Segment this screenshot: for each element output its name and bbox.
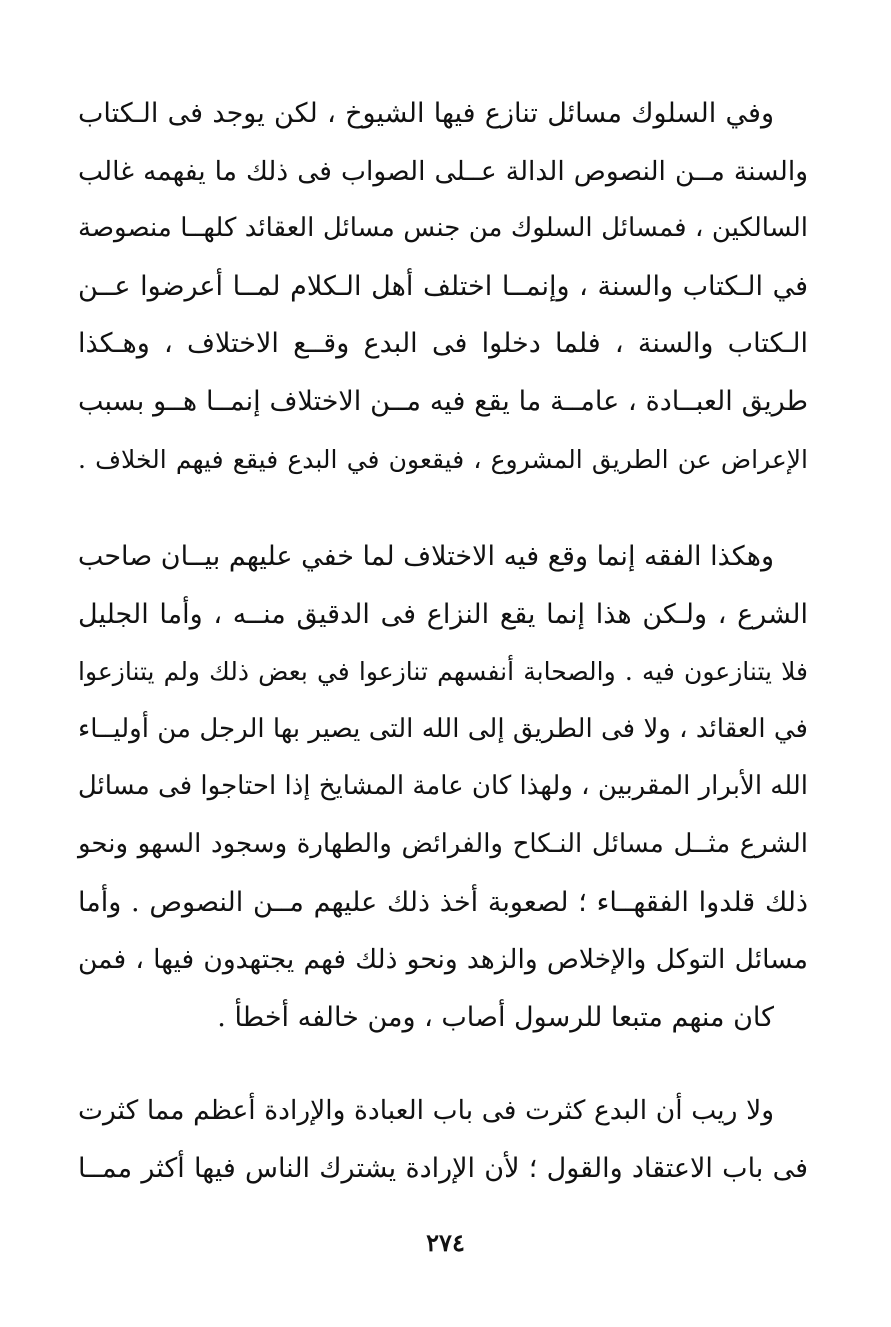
paragraph-3 — [78, 1082, 808, 1197]
paragraph-line: ذلك قلدوا الفقهــاء ؛ لصعوبة أخذ ذلك عليهم مــن النصوص . وأما — [78, 886, 808, 918]
paragraph-line: في الـكتاب والسنة ، وإنمــا اختلف أهل الـكلام لمــا أعرضوا عــن — [78, 270, 808, 302]
paragraph-line: فلا يتنازعون فيه . والصحابة أنفسهم تنازعوا في بعض ذلك ولم يتنازعوا — [78, 657, 808, 687]
paragraph-line: الله الأبرار المقربين ، ولهذا كان عامة المشايخ إذا احتاجوا فى مسائل — [77, 771, 808, 802]
paragraph-line: الشرع ، ولـكن هذا إنما يقع النزاع فى الدقيق منــه ، وأما الجليل — [78, 598, 808, 630]
paragraph-line: طريق العبــادة ، عامــة ما يقع فيه مــن الاختلاف إنمــا هــو بسبب — [78, 385, 808, 417]
paragraph-line: مسائل التوكل والإخلاص والزهد ونحو ذلك فهم يجتهدون فيها ، فمن — [78, 944, 808, 976]
paragraph-line: وهكذا الفقه إنما وقع فيه الاختلاف لما خفي عليهم بيــان صاحب — [77, 541, 774, 572]
paragraph-line: ولا ريب أن البدع كثرت فى باب العبادة والإرادة أعظم مما كثرت — [78, 1095, 774, 1126]
paragraph-2 — [78, 528, 808, 1046]
paragraph-line: السالكين ، فمسائل السلوك من جنس مسائل العقائد كلهــا منصوصة — [78, 213, 808, 244]
paragraph-line: في العقائد ، ولا فى الطريق إلى الله التى يصير بها الرجل من أوليــاء — [78, 713, 808, 744]
paragraph-line: وفي السلوك مسائل تنازع فيها الشيوخ ، لكن يوجد فى الـكتاب — [78, 98, 774, 129]
page-number: ٢٧٤ — [426, 1228, 465, 1257]
paragraph-1 — [78, 85, 808, 488]
paragraph-line: الـكتاب والسنة ، فلما دخلوا فى البدع وقــع الاختلاف ، وهـكذا — [78, 328, 808, 360]
paragraph-line: كان منهم متبعا للرسول أصاب ، ومن خالفه أخطأ . — [217, 1001, 774, 1033]
paragraph-line: والسنة مــن النصوص الدالة عــلى الصواب فى ذلك ما يفهمه غالب — [78, 155, 808, 187]
paragraph-line: الشرع مثــل مسائل النـكاح والفرائض والطهارة وسجود السهو ونحو — [78, 828, 808, 859]
paragraph-line: الإعراض عن الطريق المشروع ، فيقعون في البدع فيقع فيهم الخلاف . — [78, 444, 808, 474]
paragraph-line: فى باب الاعتقاد والقول ؛ لأن الإرادة يشترك الناس فيها أكثر ممــا — [78, 1152, 808, 1184]
